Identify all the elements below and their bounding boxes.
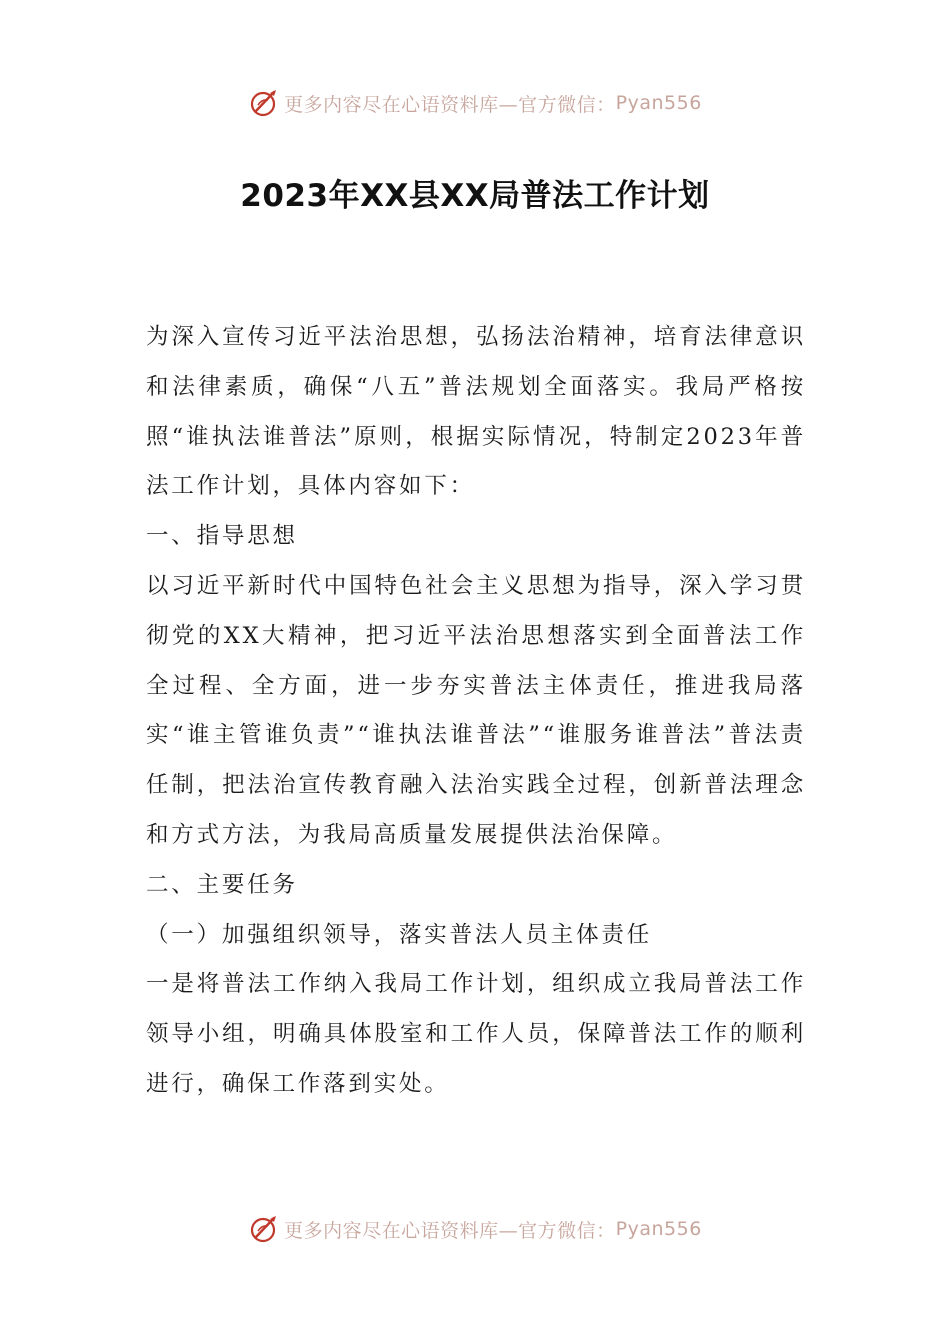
header-watermark [0,88,950,118]
watermark-text: 更多内容尽在心语资料库—官方微信： [284,93,616,116]
subsection-heading-organization: （一）加强组织领导，落实普法人员主体责任 [146,921,653,948]
footer-watermark [0,1214,950,1244]
watermark-handle: Pyan556 [615,92,702,114]
section-heading-guiding-ideology: 一、指导思想 [146,523,298,550]
document-title: 2023年XX县XX局普法工作计划 [240,178,710,214]
quill-seal-icon [248,87,280,119]
organization-paragraph: 一是将普法工作纳入我局工作计划，组织成立我局普法工作领导小组，明确具体股室和工作人员，保障普法工作的顺利进行，确保工作落到实处。 [146,971,806,1097]
watermark-handle: Pyan556 [615,1218,702,1240]
intro-paragraph: 为深入宣传习近平法治思想，弘扬法治精神，培育法律意识和法律素质，确保“八五”普法规划全面落实。我局严格按照“谁执法谁普法”原则，根据实际情况，特制定2023年普法工作计划，具体内容如下： [146,324,806,500]
document-body [146,313,806,1110]
quill-seal-icon [248,1213,280,1245]
guiding-ideology-paragraph: 以习近平新时代中国特色社会主义思想为指导，深入学习贯彻党的XX大精神，把习近平法治思想落实到全面普法工作全过程、全方面，进一步夯实普法主体责任，推进我局落实“谁主管谁负责”“谁执法谁普法”“谁服务谁普法”普法责任制，把法治宣传教育融入法治实践全过程，创新普法理念和方式方法，为我局高质量发展提供法治保障。 [146,572,806,848]
watermark-text: 更多内容尽在心语资料库—官方微信： [284,1219,616,1242]
section-heading-main-tasks: 二、主要任务 [146,871,298,898]
